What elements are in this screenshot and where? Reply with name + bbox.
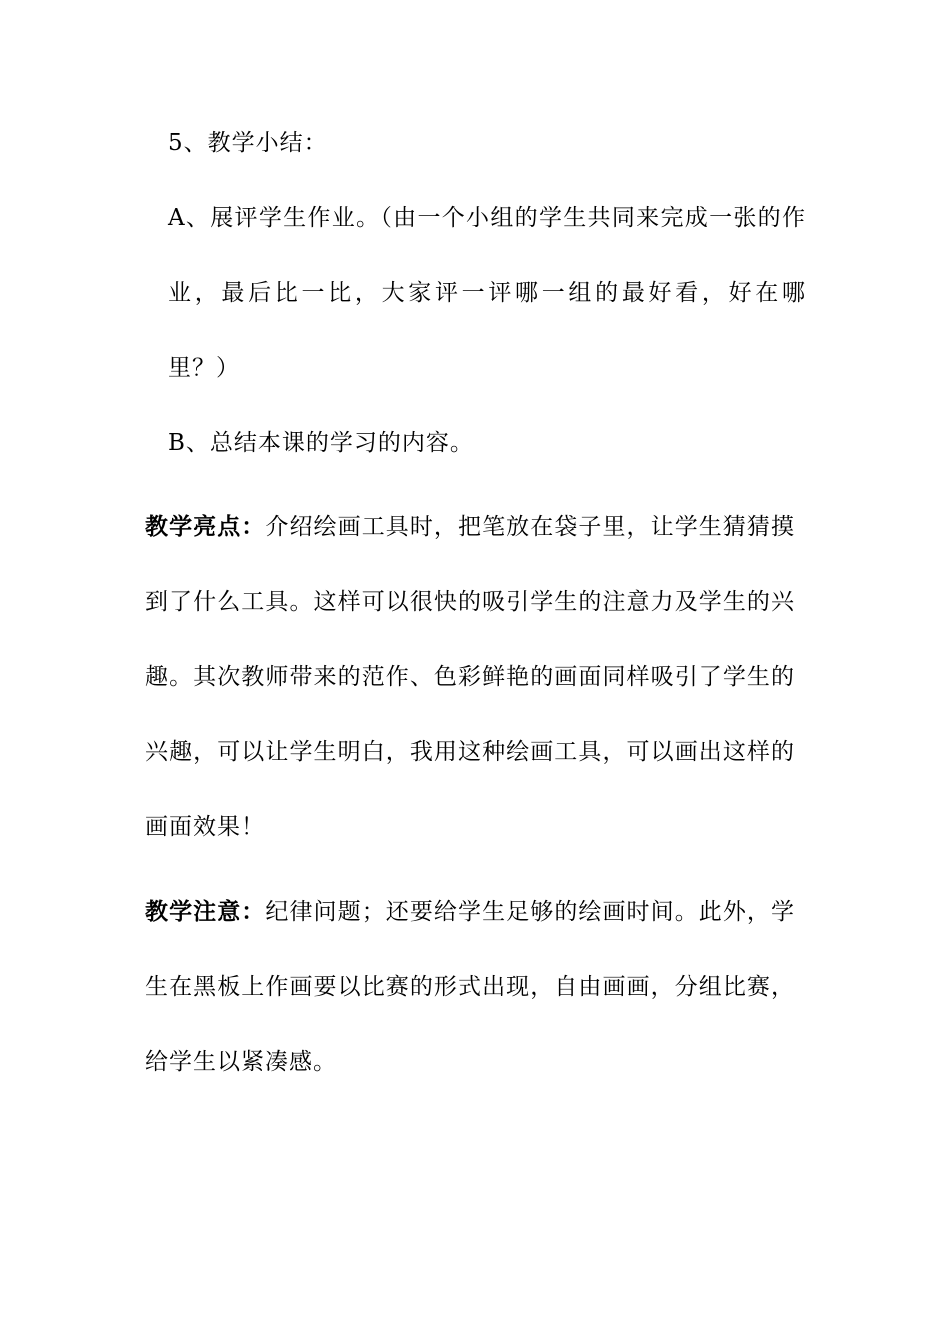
highlights-paragraph-line-1 bbox=[145, 512, 795, 542]
summary-item-a-line-3: 里？） bbox=[168, 355, 240, 381]
summary-heading: 5、教学小结： bbox=[168, 130, 328, 156]
highlights-line-4: 兴趣，可以让学生明白，我用这种绘画工具，可以画出这样的 bbox=[145, 739, 795, 765]
notes-label: 教学注意： bbox=[145, 898, 266, 925]
summary-item-b: B、总结本课的学习的内容。 bbox=[168, 430, 474, 456]
summary-item-a-line-1: A、展评学生作业。（由一个小组的学生共同来完成一张的作 bbox=[168, 205, 806, 231]
highlights-first-line: 介绍绘画工具时，把笔放在袋子里，让学生猜猜摸 bbox=[265, 514, 796, 540]
notes-line-2: 生在黑板上作画要以比赛的形式出现，自由画画，分组比赛， bbox=[145, 974, 795, 1000]
highlights-line-3: 趣。其次教师带来的范作、色彩鲜艳的画面同样吸引了学生的 bbox=[145, 664, 795, 690]
highlights-label: 教学亮点： bbox=[145, 513, 266, 540]
highlights-line-2: 到了什么工具。这样可以很快的吸引学生的注意力及学生的兴 bbox=[145, 589, 795, 615]
notes-paragraph-line-1 bbox=[145, 897, 795, 927]
notes-line-3: 给学生以紧凑感。 bbox=[145, 1049, 337, 1075]
notes-first-line: 纪律问题；还要给学生足够的绘画时间。此外，学 bbox=[265, 899, 796, 925]
highlights-line-5: 画面效果！ bbox=[145, 814, 265, 840]
summary-item-a-line-2: 业，最后比一比，大家评一评哪一组的最好看，好在哪 bbox=[168, 280, 806, 306]
